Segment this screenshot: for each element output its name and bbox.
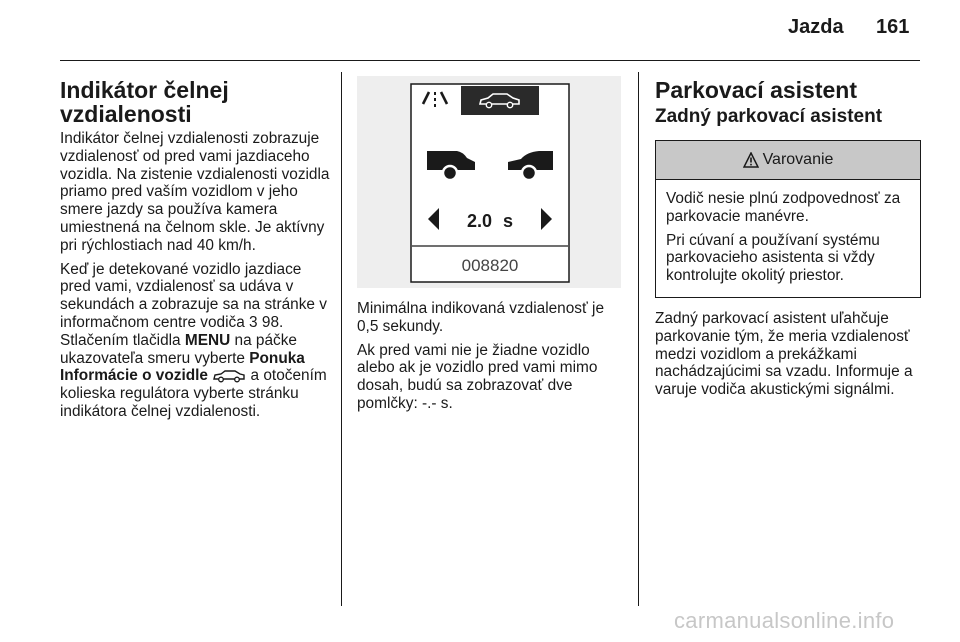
odometer-value: 008820: [461, 256, 519, 275]
page-number: 161: [876, 16, 910, 38]
usage-text-b: Stlačením tlačidla: [60, 331, 185, 349]
vehicle-info-menu-label: Ponuka Informácie o vozidle: [60, 349, 305, 385]
header-rule: [60, 60, 920, 61]
column-3: [655, 78, 923, 405]
column-1: [60, 78, 332, 427]
warning-box: [655, 140, 921, 298]
watermark: carmanualsonline.info: [674, 608, 895, 633]
distance-indicator-illustration: [357, 76, 621, 288]
selected-tab-highlight: [461, 86, 539, 115]
page-reference-arrow-icon: 3: [249, 313, 258, 331]
warning-paragraph-1: Vodič nesie plnú zodpovednosť za parkovacie manévre.: [666, 190, 901, 225]
warning-paragraph-2: Pri cúvaní a používaní systému parkovacieho asistenta si vždy kontrolujte okolitý priestor.: [666, 231, 880, 285]
paragraph-minimum-distance: Minimálna indikovaná vzdialenosť je 0,5 sekundy.: [357, 300, 605, 335]
section-title-parking-assist: Parkovací asistent: [655, 77, 858, 103]
paragraph-no-vehicle: Ak pred vami nie je žiadne vozidlo alebo ak je vozidlo pred vami mimo dosah, budú sa zobrazovať dve pomlčky: -.- s.: [357, 341, 598, 412]
paragraph-intro: Indikátor čelnej vzdialenosti zobrazuje vzdialenosť od pred vami jazdiaceho vozidla. Na zistenie vzdialenosti vozidla priamo pred vaším vozidlom v jeho smere jazdy sa používa kamera umiestnená na čelnom skle. Je aktívny pri rýchlostiach nad 40 km/h.: [60, 130, 330, 254]
column-divider-right: [638, 72, 639, 606]
chapter-title: Jazda: [788, 16, 844, 38]
column-2: [357, 300, 625, 419]
distance-value: 2.0 s: [466, 211, 514, 231]
warning-triangle-icon: [743, 152, 759, 168]
usage-text-a: Keď je detekované vozidlo jazdiace pred vami, vzdialenosť sa udáva v sekundách a zobrazuje sa na stránke v informačnom centre vodiča: [60, 260, 327, 331]
menu-button-label: MENU: [184, 331, 231, 349]
warning-body: [656, 180, 920, 297]
paragraph-usage: [60, 261, 332, 421]
warning-title: Varovanie: [762, 151, 834, 169]
usage-text-d: a otočením kolieska regulátora vyberte stránku indikátora čelnej vzdialenosti.: [60, 367, 327, 420]
paragraph-parking-assist: Zadný parkovací asistent uľahčuje parkovanie tým, že meria vzdialenosť medzi vozidlom a prekážkami nachádzajúcimi sa vzadu. Informuje a varuje vodiča akustickými signálmi.: [655, 309, 913, 399]
usage-text-c: na páčke ukazovateľa smeru vyberte: [60, 331, 297, 367]
warning-header: [656, 141, 920, 180]
driver-info-display: [357, 76, 621, 288]
page-reference-number: 98.: [257, 313, 284, 331]
car-icon: [212, 369, 246, 383]
section-title-distance-indicator: Indikátor čelnej vzdialenosti: [60, 77, 229, 127]
subsection-title-rear-parking-assist: Zadný parkovací asistent: [655, 106, 883, 127]
column-divider-left: [341, 72, 342, 606]
